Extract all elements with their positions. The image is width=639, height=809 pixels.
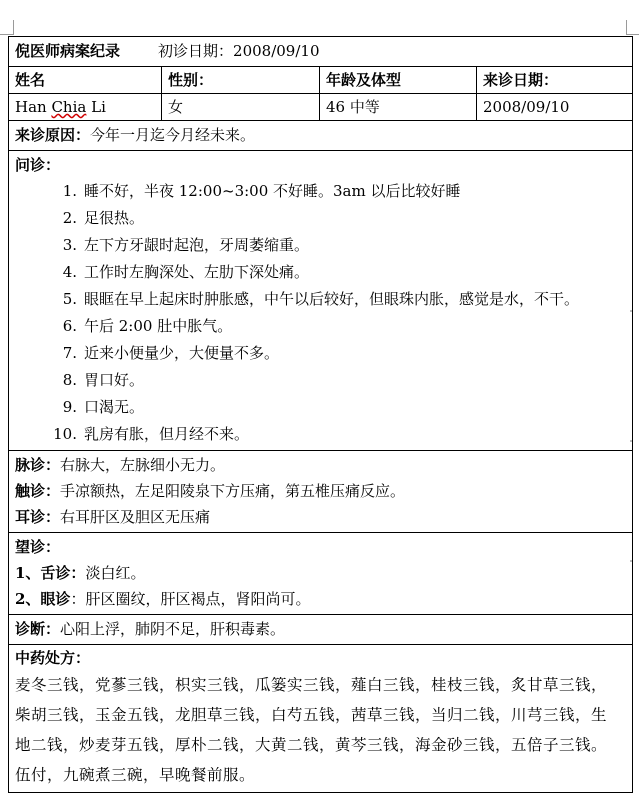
gender-header: 性别： (162, 67, 320, 94)
list-item: 9. 口渴无。 (62, 398, 145, 416)
crop-mark-top-left (0, 20, 14, 35)
list-item: 1. 睡不好，半夜 12:00~3:00 不好睡。3am 以后比较好睡 (62, 182, 461, 200)
visit-date-header: 来诊日期： (477, 67, 633, 94)
record-title: 倪医师病案纪录 (15, 42, 121, 60)
list-item: 3. 左下方牙龈时起泡，牙周萎缩重。 (62, 236, 310, 254)
ear-line (15, 504, 626, 530)
medical-record-table (8, 36, 633, 793)
reason-label: 来诊原因： (15, 126, 91, 144)
eye-line (15, 586, 626, 612)
eye-label: 2、眼诊 (15, 590, 71, 608)
touch-label: 触诊： (15, 482, 61, 500)
prescription-label: 中药处方： (15, 649, 91, 667)
reason-text: 今年一月迄今月经未来。 (90, 126, 256, 144)
pulse-text: 右脉大，左脉细小无力。 (60, 456, 226, 474)
patient-visit-date: 2008/09/10 (477, 94, 633, 121)
first-visit-label: 初诊日期： (158, 42, 234, 60)
prescription-text: 麦冬三钱，党蔘三钱，枳实三钱，瓜篓实三钱，薤白三钱，桂枝三钱，炙甘草三钱，柴胡三钱，玉金五钱，龙胆草三钱，白芍五钱，茜草三钱，当归二钱，川芎三钱，生地二钱，炒麦芽五钱，厚朴二钱，大黄二钱，黄芩三钱，海金砂三钱，五倍子三钱。伍付，九碗煮三碗，早晚餐前服。 (15, 676, 608, 784)
list-item: 7. 近来小便量少，大便量不多。 (62, 344, 280, 362)
record-header-row (9, 37, 633, 67)
ear-label: 耳诊： (15, 508, 61, 526)
patient-name: Han Chia Li (9, 94, 162, 121)
patient-age-body: 46 中等 (320, 94, 477, 121)
ear-text: 右耳肝区及胆区无压痛 (60, 508, 211, 526)
inquiry-section (9, 151, 633, 451)
prescription-section (9, 645, 633, 793)
reason-row (9, 121, 633, 151)
pulse-touch-ear-section (9, 451, 633, 533)
touch-line (15, 478, 626, 504)
inquiry-list (15, 178, 626, 448)
touch-text: 手凉额热，左足阳陵泉下方压痛，第五椎压痛反应。 (60, 482, 406, 500)
patient-info-header-row (9, 67, 633, 94)
list-item: 2. 足很热。 (62, 209, 145, 227)
list-item: 4. 工作时左胸深处、左肋下深处痛。 (62, 263, 310, 281)
list-item: 10. 乳房有胀，但月经不来。 (53, 425, 250, 443)
diagnosis-text: 心阳上浮，肺阴不足，肝积毒素。 (60, 620, 286, 638)
pulse-line (15, 452, 626, 478)
tongue-text: 淡白红。 (85, 564, 146, 582)
name-header: 姓名 (9, 67, 162, 94)
tongue-line (15, 560, 626, 586)
first-visit-date: 2008/09/10 (233, 42, 320, 60)
observation-label: 望诊： (15, 538, 61, 556)
age-header: 年龄及体型 (320, 67, 477, 94)
pulse-label: 脉诊： (15, 456, 61, 474)
crop-mark-top-right (626, 20, 639, 35)
tongue-label: 1、舌诊： (15, 564, 86, 582)
diagnosis-row (9, 615, 633, 645)
list-item: 8. 胃口好。 (62, 371, 145, 389)
list-item: 5. 眼眶在早上起床时肿胀感，中午以后较好，但眼珠内胀，感觉是水，不干。 (62, 290, 580, 308)
inquiry-label: 问诊： (15, 156, 61, 174)
diagnosis-label: 诊断： (15, 620, 61, 638)
observation-section (9, 533, 633, 615)
patient-info-value-row (9, 94, 633, 121)
spellcheck-underlined-word: Chia (51, 98, 87, 116)
eye-text: ：肝区圈纹，肝区褐点，肾阳尚可。 (70, 590, 311, 608)
list-item: 6. 午后 2:00 肚中胀气。 (62, 317, 233, 335)
patient-gender: 女 (162, 94, 320, 121)
